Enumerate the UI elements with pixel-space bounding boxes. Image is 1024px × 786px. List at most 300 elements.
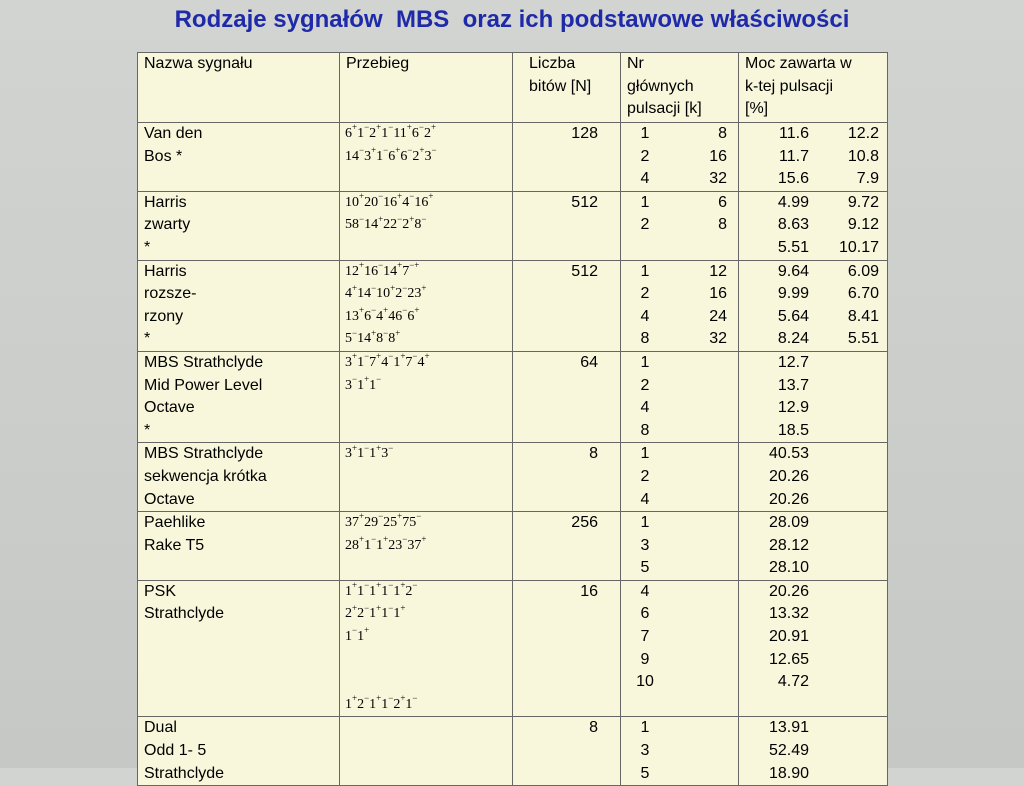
power-line [739,581,887,604]
power-line [739,512,887,535]
sequence-line [345,512,512,535]
sequence-sign: − [364,122,370,133]
sequence-value: 6 [400,148,408,164]
header-bits-line: bitów [N] [529,77,592,95]
sequence-sign: + [421,534,427,545]
pulse-k: 2 [640,216,650,234]
signal-name-line: Dual [144,719,177,737]
pulse-line [621,626,738,649]
sequence-sign: − [364,580,370,591]
pulse-k2: 32 [709,170,727,188]
sequence-sign: − [388,580,394,591]
pulses-cell [621,717,739,786]
sequence-value: 2 [405,583,413,599]
pulses-cell [621,351,739,442]
sequence-sign: + [397,191,403,202]
pulses-cell [621,123,739,192]
power-line [739,443,887,466]
pulse-line [621,168,738,191]
sequence-value: 23 [407,286,422,302]
sequence-sign: + [376,602,382,613]
sequence-line [345,671,512,694]
pulse-k: 2 [640,467,650,485]
pulse-k: 4 [640,170,650,188]
power-line [739,237,887,260]
sequence-value: 1 [381,126,389,141]
pulses-cell [621,580,739,717]
pulse-line [621,603,738,626]
sequence-value: 2 [357,696,365,712]
sequence-value: 10 [345,194,359,210]
signal-name-line: MBS Strathclyde [144,353,264,371]
sequence-value: 1 [357,629,365,645]
signal-name-line: rzony [144,307,184,325]
sequence-value: 14 [357,286,372,302]
sequence-value: 37 [345,515,359,531]
table-row [138,260,888,351]
sequence-value: 2 [423,126,431,141]
sequence-value: 46 [388,308,403,324]
sequence-sign: + [395,144,401,155]
sequence-value: 11 [393,126,407,141]
sequence-value: 3 [381,446,389,462]
pulse-k: 1 [640,719,650,737]
header-row [138,53,888,123]
signal-name-line: Octave [144,399,195,417]
sequence-value: 1 [381,583,389,599]
power-value: 12.7 [777,353,809,371]
sequence-sign: − [364,442,370,453]
sequence-line [345,283,512,306]
pulse-k: 1 [640,262,650,280]
signal-name-cell [138,512,340,581]
pulse-k2: 12 [709,262,727,280]
bits-cell: 128 [513,123,621,192]
power-value: 8.24 [777,330,809,348]
signal-name-line: Mid Power Level [144,376,263,394]
sequence-value: 1 [357,377,365,393]
header-pulses-line: głównych [627,77,694,95]
signal-name-line: * [144,421,151,439]
pulse-line [621,261,738,284]
power-value: 4.72 [777,673,809,691]
sequence-sign: − [397,213,403,224]
header-power [739,53,888,123]
power-value: 52.49 [768,742,809,760]
sequence-value: 23 [388,537,403,553]
sequence-value: 1 [405,696,413,712]
sequence-value: 2 [357,606,365,622]
power-value-2: 6.70 [847,285,879,303]
sequence-value: 1 [376,537,384,553]
header-power-line: [%] [745,100,769,118]
power-value-2: 5.51 [847,330,879,348]
sequence-sign: + [409,213,415,224]
sequence-sign: + [390,282,396,293]
power-value: 18.5 [777,421,809,439]
sequence-line [345,443,512,466]
power-value: 9.99 [777,285,809,303]
sequence-value: 8 [414,217,422,233]
pulse-k: 1 [640,445,650,463]
sequence-sign: − [359,144,365,155]
pulse-k: 3 [640,536,650,554]
sequence-line [345,535,512,558]
sequence-value: 2 [345,606,352,622]
pulse-k2: 32 [709,330,727,348]
sequence-value: 1 [381,606,389,622]
sequence-sign: + [364,373,370,384]
pulses-cell [621,191,739,260]
table-row [138,512,888,581]
sequence-sign: + [376,122,382,133]
power-value: 13.7 [777,376,809,394]
sequence-line [345,352,512,375]
sequence-sign: − [371,534,377,545]
power-line [739,283,887,306]
power-cell [739,580,888,717]
power-value: 11.6 [779,125,809,142]
pulse-k: 9 [640,650,650,668]
power-line [739,626,887,649]
header-pulses [621,53,739,123]
pulse-line [621,535,738,558]
pulse-k: 1 [640,125,650,142]
power-value: 8.63 [777,216,809,234]
sequence-sign: − [352,373,358,384]
signal-name-line: zwarty [144,216,191,234]
sequence-sign: + [400,693,406,704]
sequence-sign: + [352,693,358,704]
power-cell [739,351,888,442]
sequence-value: 2 [393,696,401,712]
sequence-value: 1 [369,446,377,462]
pulse-k: 1 [640,353,650,371]
bits-cell: 256 [513,512,621,581]
signal-name-cell [138,191,340,260]
sequence-line [345,306,512,329]
pulse-line [621,443,738,466]
sequence-sign: + [359,305,365,316]
sequence-value: 13 [345,308,359,324]
pulse-k2: 8 [718,125,727,142]
sequence-value: 3 [345,377,352,393]
sequence-sign: − [412,693,418,704]
pulse-line [621,146,738,169]
pulse-line [621,740,738,763]
sequence-value: 75 [402,515,417,531]
table-row [138,191,888,260]
pulse-k: 5 [640,559,650,577]
power-line [739,123,887,146]
power-line [739,489,887,512]
sequence-sign: + [406,122,412,133]
power-line [739,763,887,786]
sequence-sign: − [402,305,408,316]
sequence-line [345,214,512,237]
sequence-sign: − [383,327,389,338]
pulse-line [621,649,738,672]
sequence-sign: − [431,144,437,155]
signal-name-cell [138,580,340,717]
pulse-line [621,352,738,375]
power-line [739,261,887,284]
sequence-value: 1 [369,583,377,599]
signal-name-line: Odd 1- 5 [144,742,207,760]
sequence-sign: + [430,122,437,133]
pulse-line [621,420,738,443]
sequence-value: 3 [364,148,372,164]
sequence-value: 1 [345,629,352,645]
signal-name-line: * [144,238,151,256]
header-name: Nazwa sygnału [138,53,340,123]
pulse-line [621,512,738,535]
power-value-2: 8.41 [847,307,879,325]
sequence-value: 7 [402,263,410,279]
sequence-sign: − [359,213,365,224]
pulse-k2: 24 [709,307,727,325]
sequence-value: 4 [345,286,352,302]
pulse-k: 4 [640,490,650,508]
signal-name-line: Bos * [144,147,183,165]
sequence-value: 7 [405,354,413,370]
power-value: 11.7 [779,147,809,165]
sequence-cell [340,443,513,512]
sequence-value: 1 [345,583,352,599]
signal-name-line: rozsze- [144,285,197,303]
signal-name-cell [138,717,340,786]
pulse-k: 1 [640,193,650,211]
sequence-line [345,626,512,649]
sequence-value: 8 [376,331,384,347]
sequence-sign: − [364,351,370,362]
table-row [138,123,888,192]
power-line [739,352,887,375]
sequence-sign: + [383,534,389,545]
pulse-k2: 6 [718,193,727,211]
power-value-2: 7.9 [856,170,879,188]
table-row [138,351,888,442]
pulse-line [621,489,738,512]
sequence-sign: + [359,534,365,545]
bits-cell: 8 [513,443,621,512]
header-seq: Przebieg [340,53,513,123]
sequence-value: 1 [393,583,401,599]
pulse-k2: 8 [718,216,727,234]
sequence-sign: − [388,602,394,613]
sequence-sign: − [378,191,384,202]
sequence-cell [340,191,513,260]
power-value: 12.9 [777,399,809,417]
power-line [739,328,887,351]
pulse-k2: 16 [709,147,727,165]
sequence-value: 1 [381,696,389,712]
sequence-value: 6 [364,308,372,324]
signals-table [137,52,888,786]
pulse-k: 6 [640,605,650,623]
sequence-value: 3 [424,148,432,164]
sequence-line [345,328,512,351]
sequence-value: 1 [393,354,401,370]
power-value: 20.26 [768,467,809,485]
sequence-sign: + [352,442,358,453]
pulse-k: 2 [640,285,650,303]
sequence-value: 10 [376,286,391,302]
table-row [138,443,888,512]
sequence-value: 6 [407,308,415,324]
sequence-line [345,649,512,672]
sequence-value: 1 [357,446,365,462]
signal-name-line: Octave [144,490,195,508]
bits-cell: 16 [513,580,621,717]
power-line [739,420,887,443]
signal-name-line: Van den [144,125,203,142]
pulse-line [621,466,738,489]
sequence-sign: + [400,351,406,362]
sequence-line [345,146,512,169]
sequence-value: 12 [345,263,359,279]
power-value: 20.91 [768,628,809,646]
sequence-value: 2 [412,148,420,164]
sequence-value: 37 [407,537,422,553]
sequence-cell [340,123,513,192]
sequence-value: 4 [381,354,389,370]
header-power-line: Moc zawarta w [745,55,852,72]
power-value-2: 9.12 [847,216,879,234]
sequence-sign: − [416,511,422,522]
power-cell [739,191,888,260]
pulse-k: 5 [640,764,650,782]
bits-cell: 8 [513,717,621,786]
power-line [739,146,887,169]
sequence-value: 5 [345,331,352,347]
sequence-sign: + [371,327,377,338]
pulse-k: 4 [640,399,650,417]
pulse-line [621,328,738,351]
sequence-sign: + [352,282,358,293]
sequence-sign: − [378,259,384,270]
sequence-value: 2 [369,126,377,141]
sequence-cell [340,512,513,581]
sequence-sign: + [352,580,358,591]
sequence-cell [340,260,513,351]
sequence-sign: + [400,602,406,613]
power-cell [739,443,888,512]
sequence-value: 25 [383,515,398,531]
power-value: 13.32 [768,605,809,623]
sequence-sign: − [388,442,394,453]
sequence-sign: + [359,259,365,270]
header-pulses-line: Nr [627,55,644,72]
table-row [138,580,888,717]
bits-cell: 64 [513,351,621,442]
power-line [739,603,887,626]
sequence-value: 28 [345,537,359,553]
sequence-sign: + [414,305,420,316]
sequence-line [345,375,512,398]
power-cell [739,717,888,786]
sequence-sign: − [402,282,408,293]
power-line [739,557,887,580]
sequence-sign: + [397,259,403,270]
power-value: 15.6 [777,170,809,188]
sequence-sign: − [409,191,415,202]
power-value: 5.64 [777,307,809,325]
power-value: 4.99 [777,193,809,211]
sequence-sign: − [418,122,424,133]
signal-name-line: MBS Strathclyde [144,445,264,463]
power-line [739,649,887,672]
power-line [739,168,887,191]
sequence-value: 7 [369,354,377,370]
sequence-sign: − [371,305,377,316]
power-line [739,214,887,237]
sequence-value: 1 [364,537,372,553]
sequence-value: 29 [364,515,379,531]
sequence-value: 1 [369,696,377,712]
sequence-sign: − [352,327,358,338]
sequence-sign: + [359,191,365,202]
pulse-k: 4 [640,582,650,600]
power-value: 13.91 [768,719,809,737]
sequence-value: 4 [402,194,410,210]
pulses-cell [621,512,739,581]
pulse-line [621,283,738,306]
sequence-cell [340,717,513,786]
pulse-line [621,214,738,237]
sequence-line [345,192,512,215]
pulse-line [621,375,738,398]
sequence-sign: + [359,511,365,522]
sequence-value: 6 [411,126,419,141]
signal-name-cell [138,260,340,351]
signal-name-cell [138,123,340,192]
power-line [739,717,887,740]
power-value: 28.10 [768,559,809,577]
sequence-sign: − [364,602,370,613]
sequence-value: 1 [369,606,377,622]
power-value: 9.64 [777,262,809,280]
sequence-sign: + [352,602,358,613]
sequence-sign: − [412,351,418,362]
pulse-k: 4 [640,307,650,325]
power-value: 28.12 [768,536,809,554]
sequence-value: 1 [357,583,365,599]
power-line [739,671,887,694]
bits-cell: 512 [513,260,621,351]
pulse-k: 2 [640,376,650,394]
sequence-sign: + [376,442,382,453]
sequence-value: 1 [393,606,401,622]
sequence-sign: + [383,305,389,316]
slide-title: Rodzaje sygnałów MBS oraz ich podstawowe właściwości [174,6,850,33]
sequence-value: 1 [369,377,377,393]
sequence-value: 4 [376,308,384,324]
power-line [739,192,887,215]
signal-name-cell [138,351,340,442]
sequence-sign: + [376,351,382,362]
sequence-value: 16 [414,194,429,210]
power-value: 20.26 [768,490,809,508]
sequence-sign: + [371,144,377,155]
sequence-value: 3 [345,354,352,370]
signal-name-line: Paehlike [144,514,206,532]
pulse-k: 8 [640,330,650,348]
pulse-k: 2 [640,147,650,165]
power-line [739,397,887,420]
sequence-value: 14 [364,217,379,233]
sequence-sign: + [428,191,434,202]
